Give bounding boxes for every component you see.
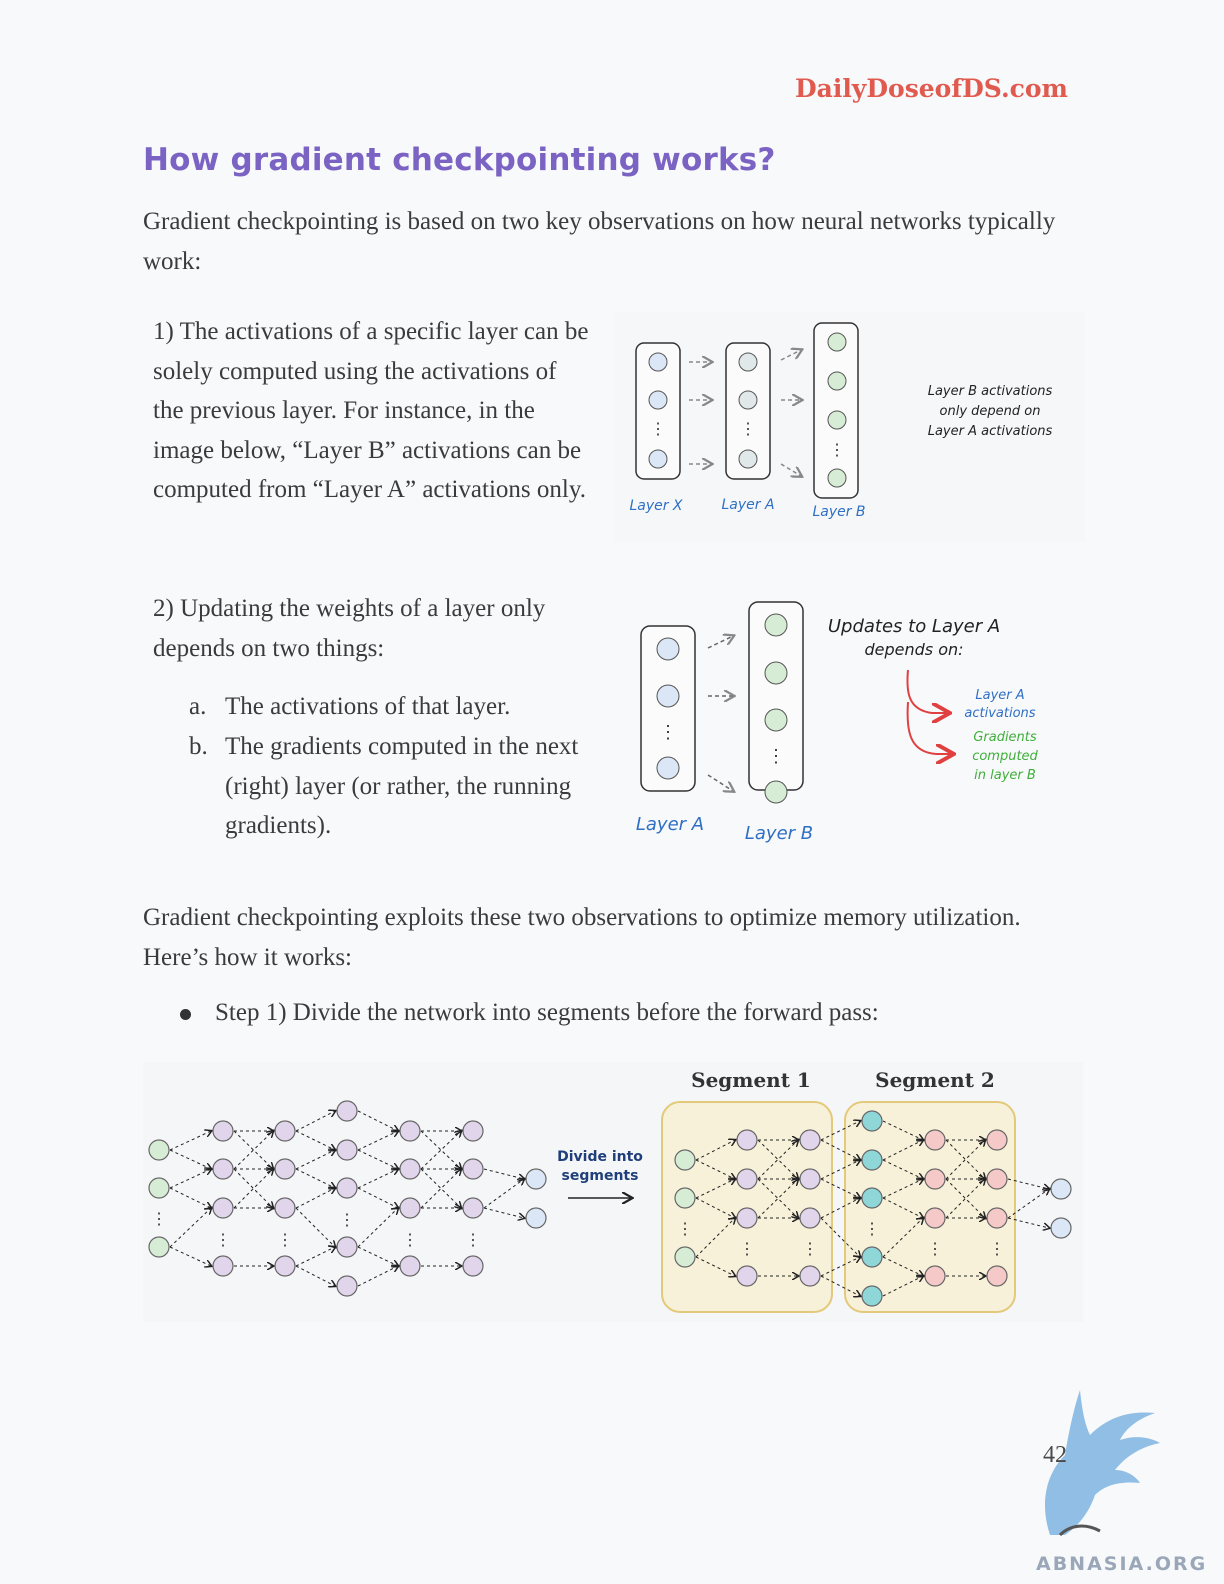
ellipsis-dots: ⋮ — [802, 1241, 818, 1258]
arrow-a-to-b — [708, 636, 733, 648]
network-node — [1051, 1179, 1071, 1199]
network-node — [337, 1237, 357, 1257]
ellipsis-dots: ⋮ — [739, 1241, 755, 1258]
network-node — [800, 1266, 820, 1286]
network-node — [400, 1121, 420, 1141]
divide-label-line: segments — [561, 1168, 639, 1184]
observation-2-item-a — [189, 687, 609, 727]
watermark-text: ABNASIA.ORG — [1036, 1553, 1208, 1575]
observation-2-item-b — [189, 727, 609, 847]
network-node — [925, 1130, 945, 1150]
network-node — [463, 1198, 483, 1218]
layer-dependency-figure — [615, 312, 1085, 542]
network-node — [987, 1169, 1007, 1189]
network-node — [149, 1237, 169, 1257]
item-a-label: a. — [189, 693, 207, 720]
network-node — [149, 1140, 169, 1160]
strategy-paragraph: Gradient checkpointing exploits these two observations to optimize memory utilization. Here’s how it works: — [143, 904, 1021, 971]
ellipsis-dots: ⋮ — [989, 1241, 1005, 1258]
branch2-line: Gradients — [973, 730, 1037, 745]
layer-b-node — [765, 614, 787, 636]
svg-text:⋮: ⋮ — [829, 442, 845, 459]
network-node — [862, 1247, 882, 1267]
network-node — [275, 1121, 295, 1141]
network-node — [987, 1130, 1007, 1150]
layer-x-node — [649, 391, 667, 409]
network-node — [987, 1208, 1007, 1228]
ellipsis-dots: ⋮ — [864, 1221, 880, 1238]
ellipsis-dots: ⋮ — [151, 1211, 167, 1228]
network-node — [337, 1101, 357, 1121]
branch2-line: computed — [972, 749, 1038, 764]
branch1-line: Layer A — [975, 688, 1025, 703]
ellipsis-dots: ⋮ — [927, 1241, 943, 1258]
network-node — [275, 1159, 295, 1179]
layer-b-node — [828, 372, 846, 390]
network-node — [400, 1198, 420, 1218]
layer-a-node — [739, 391, 757, 409]
network-node — [675, 1188, 695, 1208]
svg-text:⋮: ⋮ — [740, 421, 756, 438]
network-node — [862, 1188, 882, 1208]
fig1-label-layer-a: Layer A — [721, 497, 775, 513]
item-b-label: b. — [189, 733, 208, 760]
svg-text:⋮: ⋮ — [767, 746, 785, 766]
section-title: How gradient checkpointing works? — [143, 142, 776, 178]
brand-header: DailyDoseofDS.com — [794, 74, 1068, 103]
network-node — [800, 1208, 820, 1228]
network-node — [1051, 1218, 1071, 1238]
network-node — [925, 1266, 945, 1286]
network-node — [213, 1198, 233, 1218]
network-node — [213, 1159, 233, 1179]
arrow-a-to-b — [708, 775, 733, 791]
fig1-note-line: Layer A activations — [927, 424, 1053, 439]
network-node — [737, 1208, 757, 1228]
observation-1-text: 1) The activations of a specific layer can be solely computed using the activations of the previous layer. For instance, in the image below, “Layer B” activations can be computed from “Layer A” activations only. — [153, 318, 589, 503]
fig2-title-line: depends on: — [864, 640, 964, 659]
segment-2-label: Segment 2 — [875, 1068, 995, 1092]
network-node — [862, 1111, 882, 1131]
network-node — [800, 1169, 820, 1189]
network-node — [862, 1150, 882, 1170]
layer-a-node — [657, 757, 679, 779]
ellipsis-dots: ⋮ — [402, 1232, 418, 1249]
ellipsis-dots: ⋮ — [465, 1232, 481, 1249]
ellipsis-dots: ⋮ — [277, 1232, 293, 1249]
item-a-text: The activations of that layer. — [225, 693, 511, 720]
intro-paragraph: Gradient checkpointing is based on two key observations on how neural networks typically work: — [143, 208, 1056, 275]
layer-b-node — [765, 662, 787, 684]
network-node — [400, 1256, 420, 1276]
ellipsis-dots: ⋮ — [215, 1232, 231, 1249]
red-branch-arrow — [907, 670, 948, 713]
fig2-title-line: Updates to Layer A — [827, 616, 1001, 637]
network-node — [337, 1178, 357, 1198]
network-node — [925, 1169, 945, 1189]
network-node — [526, 1169, 546, 1189]
divide-label-line: Divide into — [557, 1149, 643, 1165]
svg-text:⋮: ⋮ — [650, 421, 666, 438]
ellipsis-dots: ⋮ — [677, 1221, 693, 1238]
network-node — [925, 1208, 945, 1228]
layer-a-node — [739, 353, 757, 371]
fig1-label-layer-b: Layer B — [812, 504, 866, 520]
weight-update-figure — [620, 592, 1070, 852]
segmentation-figure — [143, 1062, 1083, 1322]
step-1-text: Step 1) Divide the network into segments before the forward pass: — [215, 999, 879, 1026]
layer-b-node — [828, 469, 846, 487]
fig2-label-layer-a: Layer A — [635, 814, 705, 835]
svg-text:⋮: ⋮ — [659, 722, 677, 742]
fig1-label-layer-x: Layer X — [629, 498, 683, 514]
network-node — [213, 1121, 233, 1141]
layer-b-node — [828, 333, 846, 351]
layer-b-node — [765, 781, 787, 803]
page-number: 42 — [1043, 1442, 1067, 1468]
step-1-bullet — [180, 999, 1040, 1033]
layer-a-node — [657, 685, 679, 707]
layer-x-node — [649, 450, 667, 468]
network-node — [675, 1247, 695, 1267]
network-node — [526, 1208, 546, 1228]
network-node — [275, 1198, 295, 1218]
network-node — [400, 1159, 420, 1179]
fig1-note-line: only depend on — [939, 404, 1041, 419]
network-node — [800, 1130, 820, 1150]
network-node — [213, 1256, 233, 1276]
layer-b-node — [828, 411, 846, 429]
ellipsis-dots: ⋮ — [339, 1212, 355, 1229]
red-branch-arrow — [908, 702, 952, 754]
network-node — [149, 1178, 169, 1198]
layer-a-node — [739, 450, 757, 468]
network-node — [737, 1130, 757, 1150]
segment-1-label: Segment 1 — [691, 1068, 811, 1092]
network-node — [463, 1159, 483, 1179]
network-node — [987, 1266, 1007, 1286]
fig1-note-line: Layer B activations — [927, 384, 1053, 399]
network-node — [275, 1256, 295, 1276]
branch2-line: in layer B — [974, 768, 1036, 783]
network-node — [337, 1276, 357, 1296]
observation-2-text: 2) Updating the weights of a layer only depends on two things: — [153, 595, 546, 662]
network-node — [737, 1266, 757, 1286]
network-node — [675, 1150, 695, 1170]
layer-x-node — [649, 353, 667, 371]
layer-b-node — [765, 709, 787, 731]
fig2-label-layer-b: Layer B — [744, 823, 814, 844]
network-node — [463, 1256, 483, 1276]
bullet-dot — [180, 1009, 191, 1020]
network-node — [337, 1140, 357, 1160]
branch1-line: activations — [964, 706, 1036, 721]
network-node — [463, 1121, 483, 1141]
layer-a-node — [657, 638, 679, 660]
network-node — [862, 1286, 882, 1306]
item-b-text: The gradients computed in the next (right) layer (or rather, the running gradients). — [225, 733, 579, 839]
network-node — [737, 1169, 757, 1189]
